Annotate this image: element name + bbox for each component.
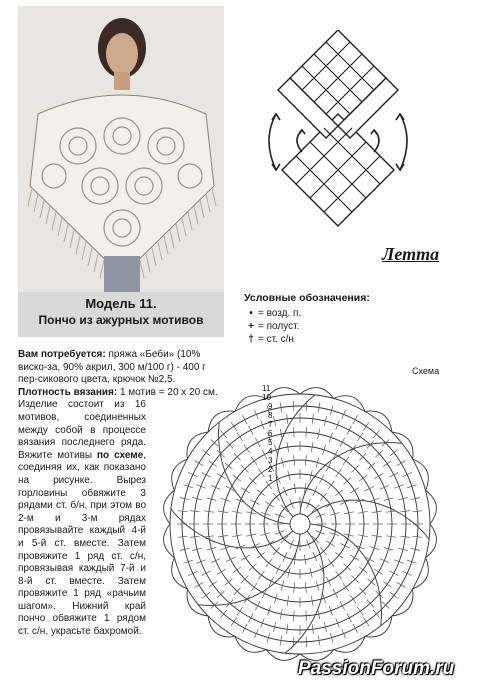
chart-stitch [248, 426, 253, 435]
chart-stitch [220, 430, 226, 438]
chart-stitch [233, 567, 241, 573]
chart-stitch [294, 455, 295, 465]
chart-stitch [251, 583, 257, 591]
chart-stitch [237, 607, 243, 615]
chart-stitch [258, 469, 264, 477]
chart-stitch [368, 579, 376, 585]
chart-stitch [225, 463, 233, 469]
chart-stitch [389, 472, 398, 477]
chart-stitch [306, 427, 307, 437]
row-number: 9 [268, 402, 273, 411]
row-number: 4 [268, 447, 273, 456]
chart-stitch [241, 488, 250, 493]
chart-stitch [209, 581, 217, 587]
chart-stitch [231, 618, 237, 626]
chart-stitch [195, 582, 204, 587]
chart-stitch [241, 555, 250, 560]
chart-stitch [373, 610, 379, 618]
legend-label: = ст. с/н [258, 334, 294, 345]
chart-stitch [340, 438, 345, 447]
chart-stitch [403, 472, 412, 476]
model-title: Модель 11. [85, 296, 157, 311]
chart-stitch [347, 426, 352, 435]
chart-stitch [357, 607, 363, 615]
chart-stitch [313, 487, 317, 496]
row-number: 7 [268, 420, 273, 429]
chart-stitch [373, 430, 379, 438]
chart-stitch [293, 611, 294, 621]
main-text-1: Изделие состоит из 16 мотивов, соединенных между собой в процессе вязания последнего ряда. Вяжите мотивы [18, 399, 146, 461]
chart-stitch [248, 613, 253, 622]
chart-stitch [353, 624, 358, 633]
chart-stitch [266, 559, 272, 567]
chart-stitch [226, 557, 235, 562]
chart-stitch [255, 601, 260, 610]
chart-stitch [343, 583, 349, 591]
chart-stitch [275, 531, 284, 535]
row-number: 6 [268, 429, 273, 438]
chart-stitch [326, 577, 331, 586]
row-number: 3 [268, 456, 273, 465]
legend-row [244, 320, 370, 333]
chart-stitch [220, 610, 226, 618]
legend-title: Условные обозначения: [244, 292, 370, 304]
chart-stitch [368, 463, 376, 469]
chart-stitch [383, 461, 391, 467]
row-number: 8 [268, 411, 273, 420]
chain-stitch-icon: • [249, 308, 253, 319]
chart-stitch [350, 555, 359, 560]
chart-stitch [343, 457, 349, 465]
chart-stitch [383, 581, 391, 587]
chart-stitch [374, 474, 383, 479]
chart-stitch [225, 579, 233, 585]
chart-stitch [290, 540, 294, 549]
chart-stitch [342, 629, 346, 638]
chart-stitch [350, 488, 359, 493]
schema-label: Схема [412, 366, 440, 376]
chart-stitch [255, 629, 259, 638]
chart-stitch [275, 514, 284, 518]
chart-stitch [306, 611, 307, 621]
chart-stitch [305, 455, 306, 465]
chart-stitch [307, 499, 311, 508]
chart-stitch [328, 481, 334, 489]
chart-stitch [336, 571, 342, 579]
chart-stitch [251, 457, 257, 465]
slip-stitch-icon: + [248, 321, 254, 332]
chart-stitch [283, 487, 287, 496]
chart-stitch [257, 552, 265, 558]
legend-row [244, 307, 370, 320]
row-number: 11 [262, 384, 271, 393]
chart-stitch [328, 559, 334, 567]
watermark: PassionForum.ru [298, 658, 455, 679]
chart-stitch [211, 485, 220, 489]
chart-stitch [202, 571, 211, 576]
chart-stitch [363, 422, 369, 430]
chart-stitch [347, 613, 352, 622]
chart-stitch [363, 618, 369, 626]
chart-stitch [342, 410, 346, 419]
chart-stitch [244, 445, 250, 453]
chart-stitch [350, 445, 356, 453]
double-crochet-icon: † [248, 334, 254, 345]
chart-stitch [188, 472, 197, 476]
model-photo [18, 6, 224, 292]
chart-stitch [316, 531, 325, 535]
legend [244, 292, 370, 346]
chart-stitch [353, 415, 358, 424]
chart-stitch [237, 433, 243, 441]
chart-stitch [202, 450, 210, 456]
chart-stitch [217, 569, 226, 574]
chart-stitch [255, 410, 259, 419]
chart-stitch [262, 450, 267, 459]
chart-stitch [211, 559, 220, 563]
chart-stitch [266, 502, 274, 507]
chart-stitch [231, 422, 237, 430]
chart-stitch [242, 624, 247, 633]
chart-stitch [244, 595, 250, 603]
signature: Летта [382, 244, 440, 264]
chart-stitch [290, 499, 294, 508]
chart-stitch [374, 569, 383, 574]
chart-stitch [195, 461, 204, 466]
chart-stitch [336, 469, 342, 477]
chart-stitch [316, 514, 325, 518]
chart-spoke [171, 509, 293, 548]
chart-spoke [219, 422, 290, 524]
chart-stitch [380, 559, 389, 563]
legend-label: = возд. п. [258, 308, 302, 319]
row-number: 10 [262, 393, 271, 402]
chart-stitch [357, 433, 363, 441]
chart-stitch [257, 490, 265, 496]
materials-label: Вам потребуется: [18, 349, 106, 360]
chart-stitch [307, 540, 311, 549]
chart-spoke [198, 534, 300, 605]
row-number: 2 [268, 465, 273, 474]
chart-stitch [283, 552, 287, 561]
chart-stitch [333, 589, 338, 598]
chart-stitch [335, 490, 343, 496]
assembly-diagram [258, 30, 418, 252]
chart-stitch [217, 474, 226, 479]
chart-stitch [335, 552, 343, 558]
chart-stitch [390, 592, 398, 598]
main-text-2: , соединяя их, как показано на рисунке. Вырез горловины обвяжите 3 рядами ст. б/н, при этом во 2-м и 3-м рядах провязывайте каждый 4-й и 5-й ст. вместе. Затем провяжите 1 ряд ст. с/н, провязывая каждый 7-й и 8-й ст. вместе. Затем провяжите 1 ряд «рачьим шагом». Нижний край пончо обвяжите 1 рядом ст. с/н, украсьте бахромой. [18, 449, 147, 638]
main-paragraph [18, 399, 146, 638]
chart-stitch [188, 571, 197, 575]
chart-stitch [397, 461, 406, 466]
chart-stitch [202, 592, 210, 598]
chart-stitch [341, 544, 350, 548]
model-title-block [18, 292, 224, 337]
chart-spoke [285, 531, 324, 653]
chart-stitch [313, 552, 317, 561]
chart-stitch [359, 567, 367, 573]
chart-stitch [293, 401, 294, 411]
chart-stitch [306, 637, 307, 647]
chart-stitch [293, 427, 294, 437]
legend-label: = полуст. [258, 321, 300, 332]
chart-stitch [250, 500, 259, 504]
chart-spoke [276, 395, 315, 517]
chart-stitch [403, 571, 412, 575]
model-subtitle: Пончо из ажурных мотивов [38, 313, 204, 327]
chart-stitch [326, 541, 334, 546]
materials-text: пряжа «Беби» (10% виско-за, 90% акрил, 300 м/100 г) - 400 г пер-сикового цвета, крючок №2,5. [18, 349, 206, 386]
chart-stitch [305, 583, 306, 593]
chart-stitch [365, 486, 374, 491]
chart-stitch [255, 438, 260, 447]
chart-spoke [310, 524, 381, 626]
chart-stitch [242, 415, 247, 424]
chart-stitch [320, 474, 324, 483]
chart-stitch [209, 461, 217, 467]
chart-stitch [359, 475, 367, 481]
density-label: Плотность вязания: [18, 386, 118, 398]
row-number: 5 [268, 438, 273, 447]
row-number: 1 [268, 474, 273, 483]
chart-stitch [350, 595, 356, 603]
chart-stitch [340, 601, 345, 610]
chart-stitch [202, 472, 211, 477]
chart-stitch [397, 582, 406, 587]
chart-stitch [258, 571, 264, 579]
chart-stitch [380, 485, 389, 489]
chart-stitch [276, 565, 280, 574]
chart-stitch [233, 475, 241, 481]
chart-stitch [294, 583, 295, 593]
legend-row [244, 333, 370, 346]
chart-spoke [307, 500, 429, 539]
crochet-chart [150, 372, 450, 672]
chart-stitch [389, 571, 398, 576]
chart-spoke [300, 443, 402, 514]
main-bold: по схеме [97, 449, 144, 461]
chart-stitch [390, 450, 398, 456]
density-text: 1 мотив = 20 х 20 см. [117, 386, 218, 398]
